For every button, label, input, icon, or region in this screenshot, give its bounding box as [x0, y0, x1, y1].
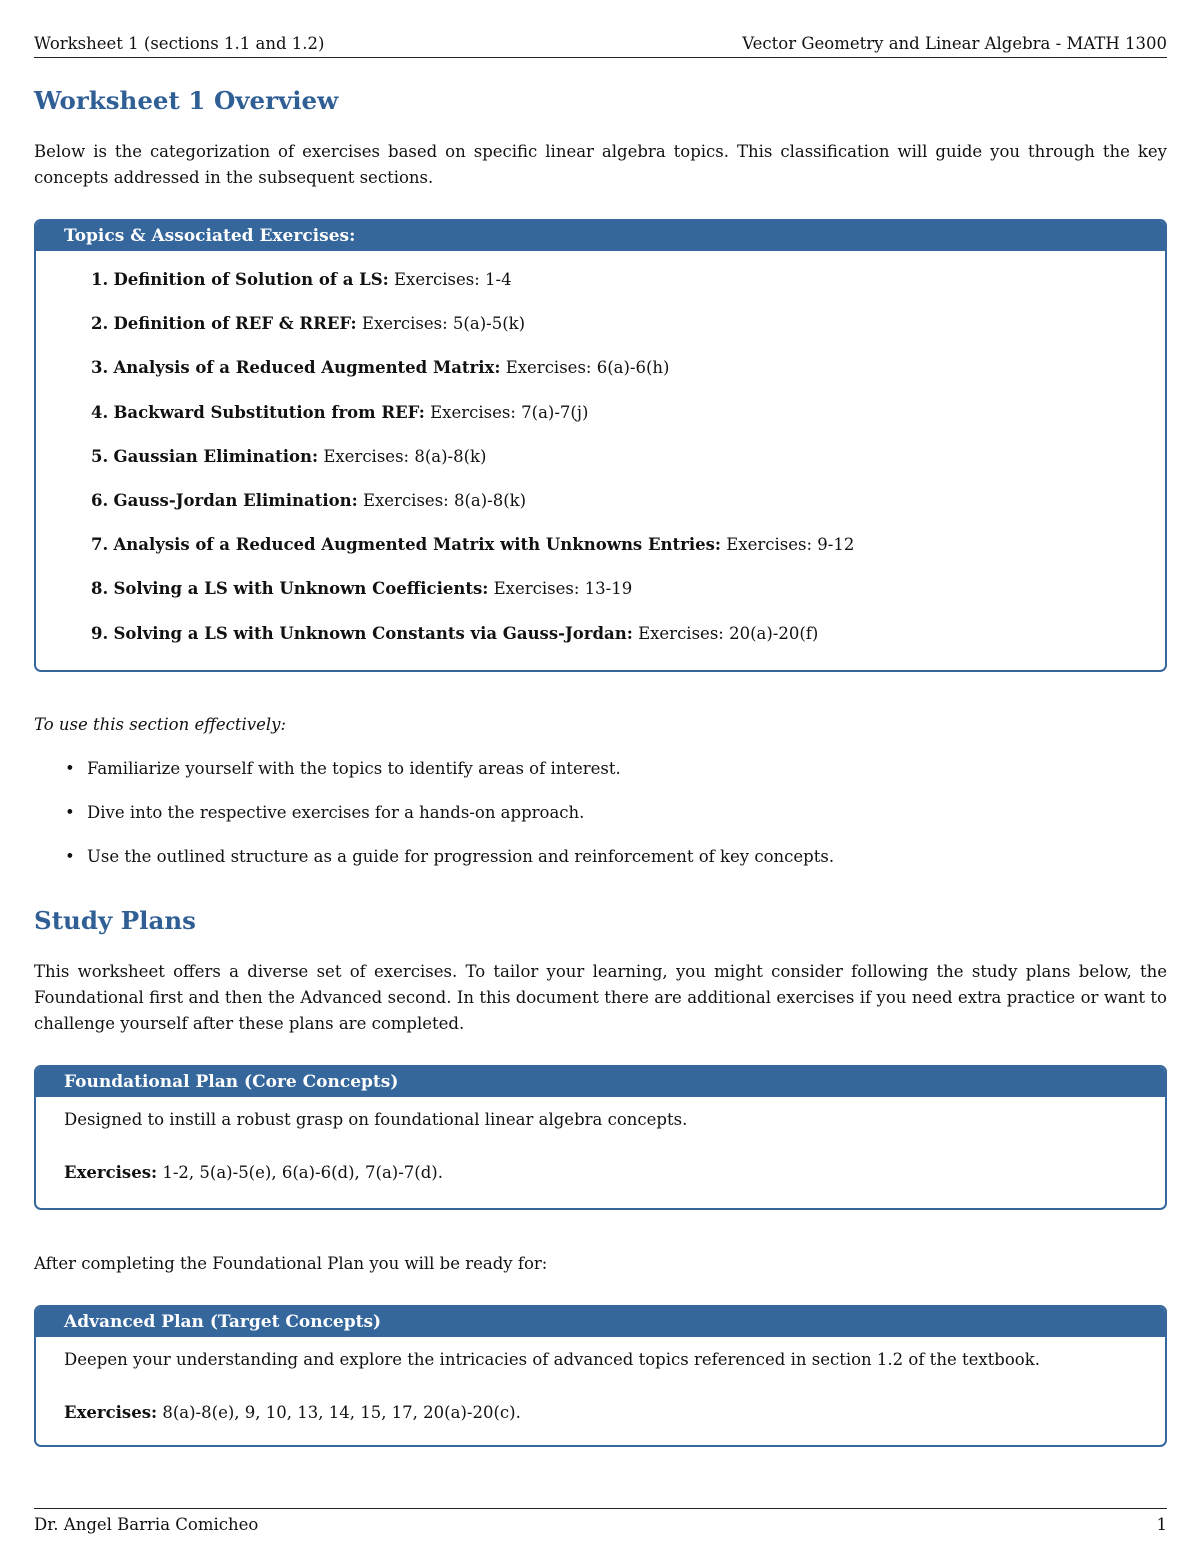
- topic-item: [36, 623, 1165, 667]
- bullet-icon: •: [65, 847, 75, 866]
- topic-name: Solving a LS with Unknown Coefficients:: [113, 579, 489, 599]
- overview-intro: Below is the categorization of exercises based on specific linear algebra topics. This classification will guide you through the key concepts addressed in the subsequent sections.: [34, 142, 1167, 187]
- advanced-plan-box: [34, 1305, 1167, 1447]
- bullet-icon: •: [65, 803, 75, 822]
- tip-item: [34, 802, 834, 846]
- topic-item: [36, 446, 1165, 490]
- topic-number: 1.: [91, 270, 109, 289]
- header-left: Worksheet 1 (sections 1.1 and 1.2): [34, 34, 325, 53]
- topic-number: 5.: [91, 446, 109, 466]
- tip-text: Use the outlined structure as a guide for progression and reinforcement of key concepts.: [87, 847, 835, 866]
- topic-item: [36, 357, 1165, 401]
- footer-page-number: 1: [1156, 1515, 1167, 1534]
- foundational-exercises-label: Exercises:: [64, 1163, 158, 1182]
- topic-item: [36, 578, 1165, 622]
- topic-exercises: Exercises: 8(a)-8(k): [362, 490, 527, 510]
- tip-item: [34, 758, 834, 802]
- topic-list: [36, 251, 1165, 667]
- advanced-plan-description: Deepen your understanding and explore the intricacies of advanced topics referenced in section 1.2 of the textbook.: [64, 1350, 1040, 1369]
- topics-box: [34, 219, 1167, 672]
- topic-exercises: Exercises: 8(a)-8(k): [323, 446, 487, 466]
- advanced-exercises-label: Exercises:: [64, 1403, 158, 1422]
- topic-name: Gauss-Jordan Elimination:: [113, 490, 358, 510]
- running-footer: [34, 1508, 1167, 1536]
- footer-author: Dr. Angel Barria Comicheo: [34, 1515, 259, 1534]
- header-right: Vector Geometry and Linear Algebra - MATH 1300: [742, 34, 1167, 53]
- topic-name: Gaussian Elimination:: [113, 446, 319, 466]
- tip-text: Dive into the respective exercises for a hands-on approach.: [87, 803, 585, 822]
- topic-number: 6.: [91, 490, 109, 510]
- topic-item: [36, 313, 1165, 357]
- foundational-plan-description: Designed to instill a robust grasp on foundational linear algebra concepts.: [64, 1110, 688, 1129]
- topic-number: 3.: [91, 358, 109, 378]
- advanced-exercises-list: 8(a)-8(e), 9, 10, 13, 14, 15, 17, 20(a)-20(c).: [162, 1403, 521, 1422]
- topic-item: [36, 269, 1165, 313]
- topic-exercises: Exercises: 1-4: [394, 270, 512, 289]
- topic-item: [36, 402, 1165, 446]
- foundational-plan-title: Foundational Plan (Core Concepts): [36, 1067, 1165, 1097]
- advanced-plan-title: Advanced Plan (Target Concepts): [36, 1307, 1165, 1337]
- topic-number: 8.: [91, 579, 109, 599]
- topic-number: 2.: [91, 314, 109, 334]
- advanced-plan-exercises: [64, 1402, 1137, 1424]
- tip-item: [34, 846, 834, 890]
- topic-exercises: Exercises: 13-19: [493, 579, 633, 599]
- tip-label: To use this section effectively:: [34, 715, 287, 734]
- foundational-exercises-list: 1-2, 5(a)-5(e), 6(a)-6(d), 7(a)-7(d).: [162, 1163, 443, 1182]
- study-plans-heading: Study Plans: [34, 906, 196, 935]
- topic-name: Solving a LS with Unknown Constants via Gauss-Jordan:: [113, 623, 633, 643]
- foundational-plan-exercises: [64, 1162, 1137, 1184]
- document-page: [34, 0, 1167, 1553]
- topic-name: Definition of REF & RREF:: [113, 314, 357, 334]
- topic-item: [36, 490, 1165, 534]
- study-plans-intro: This worksheet offers a diverse set of exercises. To tailor your learning, you might consider following the study plans below, the Foundational first and then the Advanced second. In this document there are additional exercises if you need extra practice or want to challenge yourself after these plans are completed.: [34, 962, 1167, 1033]
- overview-heading: Worksheet 1 Overview: [34, 86, 339, 115]
- topics-box-title: Topics & Associated Exercises:: [36, 221, 1165, 251]
- topic-name: Backward Substitution from REF:: [113, 402, 425, 422]
- bullet-icon: •: [65, 759, 75, 778]
- topic-name: Definition of Solution of a LS:: [113, 270, 389, 289]
- topic-name: Analysis of a Reduced Augmented Matrix:: [113, 358, 501, 378]
- topic-number: 7.: [91, 535, 109, 555]
- topic-exercises: Exercises: 7(a)-7(j): [430, 402, 589, 422]
- tip-text: Familiarize yourself with the topics to identify areas of interest.: [87, 759, 621, 778]
- topic-exercises: Exercises: 9-12: [726, 535, 855, 555]
- topic-item: [36, 534, 1165, 578]
- plan-transition-text: After completing the Foundational Plan you will be ready for:: [34, 1254, 548, 1273]
- topic-number: 9.: [91, 623, 109, 643]
- tip-list: [34, 758, 834, 890]
- foundational-plan-box: [34, 1065, 1167, 1210]
- topic-exercises: Exercises: 5(a)-5(k): [361, 314, 526, 334]
- topic-name: Analysis of a Reduced Augmented Matrix with Unknowns Entries:: [113, 535, 722, 555]
- topic-exercises: Exercises: 20(a)-20(f): [638, 623, 819, 643]
- topic-number: 4.: [91, 402, 109, 422]
- running-header: [34, 33, 1167, 58]
- topic-exercises: Exercises: 6(a)-6(h): [505, 358, 670, 378]
